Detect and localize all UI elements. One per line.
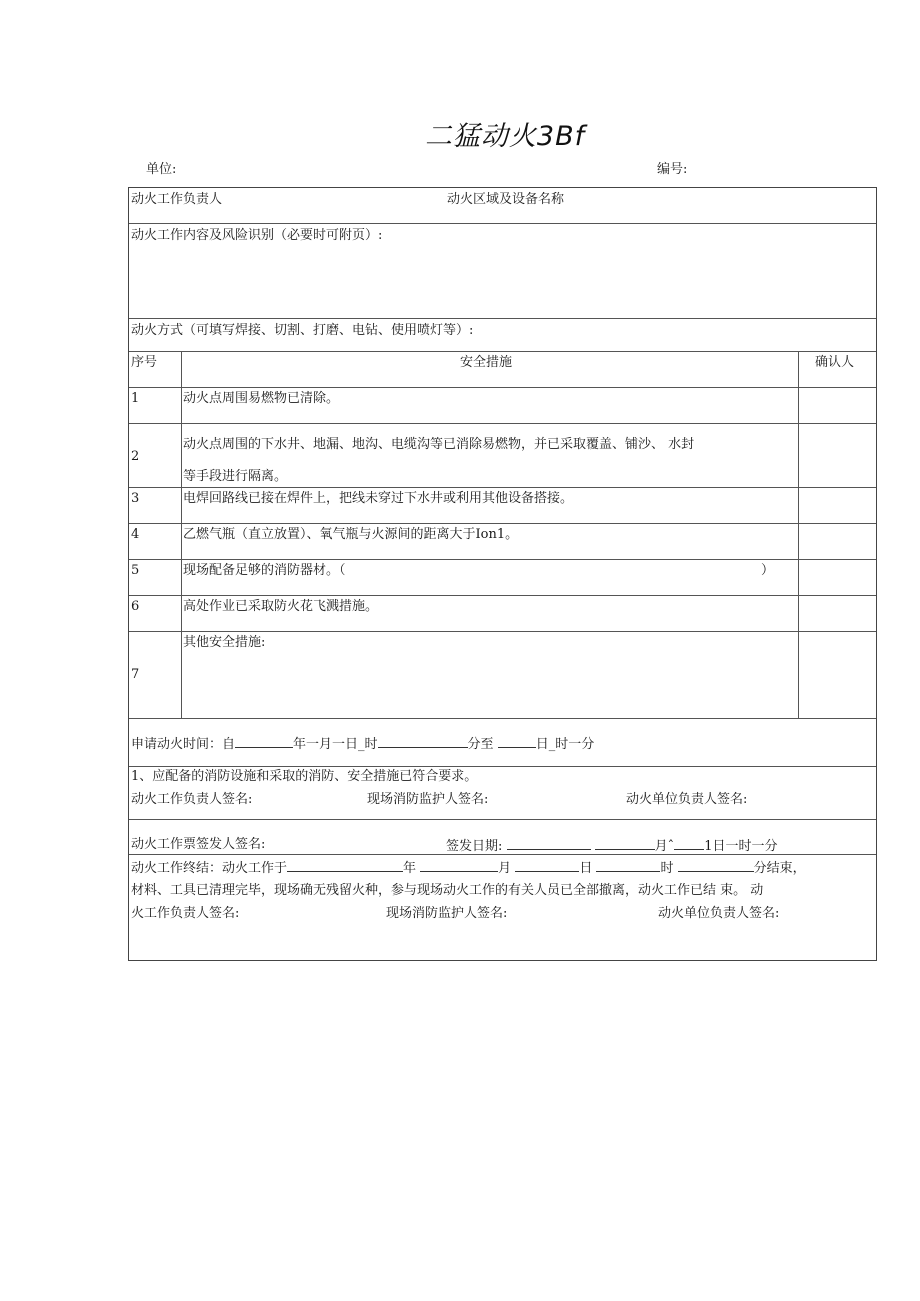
confirm-statement: 1、应配备的消防设施和采取的消防、安全措施已符合要求。: [131, 769, 478, 784]
col-measures-header: 安全措施: [460, 355, 513, 370]
row-measure: 乙燃气瓶（直立放置）、氧气瓶与火源间的距离大于Ion1。: [183, 527, 519, 542]
leader-signature-label: 动火工作负责人签名:: [131, 792, 253, 807]
row-seq: 7: [131, 667, 140, 682]
row-seq: 5: [131, 563, 140, 578]
document-title: 二猛动火3Bf: [424, 121, 586, 152]
content-label: 动火工作内容及风险识别（必要时可附页）:: [131, 228, 383, 243]
monitor-signature-label: 现场消防监护人签名:: [367, 792, 489, 807]
row-measure: 动火点周围的下水井、地漏、地沟、电缆沟等已消除易燃物，并已采取覆盖、铺沙、 水封: [183, 437, 695, 452]
apply-time-row: 申请动火时间：自 年一月一日_时 分至 日_时一分: [131, 737, 595, 752]
unit-signature-label: 动火单位负责人签名:: [626, 792, 748, 807]
issue-date-row: 签发日期: 月ˆ 1日一时一分: [446, 839, 778, 854]
permit-table: [128, 187, 877, 961]
unit-label: 单位:: [146, 162, 177, 177]
row-measure: 电焊回路线已接在焊件上，把线未穿过下水井或利用其他设备搭接。: [183, 491, 574, 506]
row-measure: 其他安全措施:: [183, 635, 266, 650]
end-monitor-signature-label: 现场消防监护人签名:: [386, 906, 508, 921]
row-seq: 2: [131, 449, 140, 464]
end-unit-signature-label: 动火单位负责人签名:: [658, 906, 780, 921]
row-measure-cont: 等手段进行隔离。: [183, 469, 288, 484]
end-statement: 材料、工具已清理完毕，现场确无残留火种，参与现场动火工作的有关人员已全部撤离，动火工作已结 束。 动: [131, 883, 764, 898]
row-seq: 3: [131, 491, 140, 506]
col-confirm-header: 确认人: [815, 355, 855, 370]
row-seq: 4: [131, 527, 140, 542]
col-seq-header: 序号: [131, 355, 158, 370]
row-measure: 现场配备足够的消防器材。（: [183, 563, 346, 578]
row-measure: 动火点周围易燃物已清除。: [183, 391, 340, 406]
number-label: 编号:: [657, 162, 688, 177]
row-seq: 6: [131, 599, 140, 614]
end-time-row: 动火工作终结：动火工作于 年 月 日 时 分结束，: [131, 861, 806, 876]
issuer-signature-label: 动火工作票签发人签名:: [131, 837, 266, 852]
end-leader-signature-label: 火工作负责人签名:: [131, 906, 240, 921]
area-label: 动火区域及设备名称: [447, 192, 565, 207]
method-label: 动火方式（可填写焊接、切割、打磨、电钻、使用喷灯等）:: [131, 323, 474, 338]
row-seq: 1: [131, 391, 140, 406]
row-measure: 高处作业已采取防火花飞溅措施。: [183, 599, 379, 614]
leader-label: 动火工作负责人: [131, 192, 223, 207]
row-measure-close: ）: [761, 563, 775, 578]
